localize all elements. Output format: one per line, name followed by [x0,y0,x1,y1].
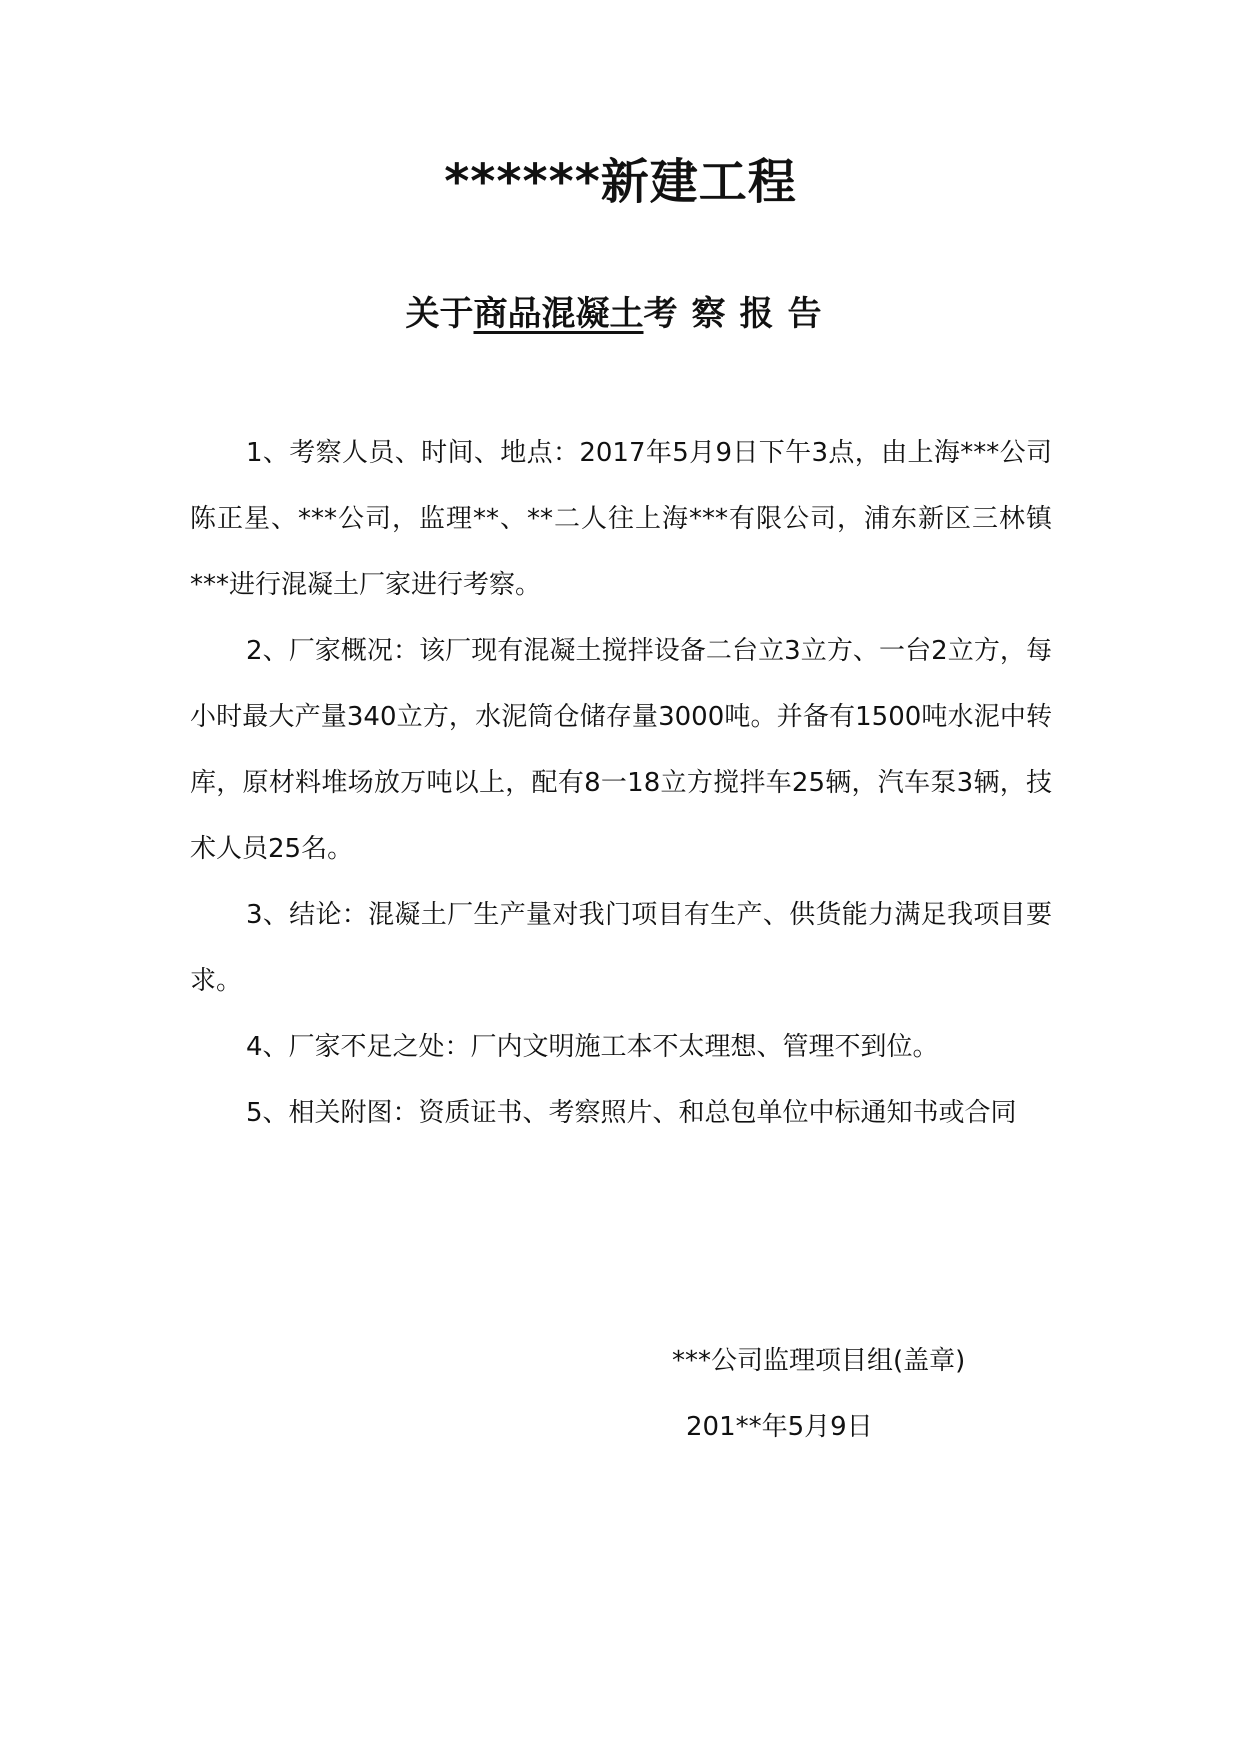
paragraph-attachments: 5、相关附图：资质证书、考察照片、和总包单位中标通知书或合同 [246,1098,1017,1128]
document-body [190,420,1052,1146]
subtitle-prefix: 关于 [405,294,474,334]
subtitle-underlined-term: 商品混凝土 [473,294,644,334]
document-subtitle [0,290,1241,338]
paragraph-conclusion: 3、结论：混凝土厂生产量对我门项目有生产、供货能力满足我项目要求。 [190,900,1052,996]
paragraph-shortcomings: 4、厂家不足之处：厂内文明施工本不太理想、管理不到位。 [246,1032,939,1062]
signature-block [672,1328,965,1460]
signature-organization: ***公司监理项目组(盖章) [672,1346,966,1376]
subtitle-suffix: 考察报告 [643,294,836,334]
paragraph-personnel-time-place: 1、考察人员、时间、地点：2017年5月9日下午3点，由上海***公司陈正星、***公司，监理**、**二人往上海***有限公司，浦东新区三林镇***进行混凝土厂家进行考察。 [190,438,1052,600]
document-title: ******新建工程 [444,154,797,210]
signature-date: 201**年5月9日 [686,1412,873,1442]
paragraph-factory-overview: 2、厂家概况：该厂现有混凝土搅拌设备二台立3立方、一台2立方，每小时最大产量340立方，水泥筒仓储存量3000吨。并备有1500吨水泥中转库，原材料堆场放万吨以上，配有8一18立方搅拌车25辆，汽车泵3辆，技术人员25名。 [190,636,1052,864]
